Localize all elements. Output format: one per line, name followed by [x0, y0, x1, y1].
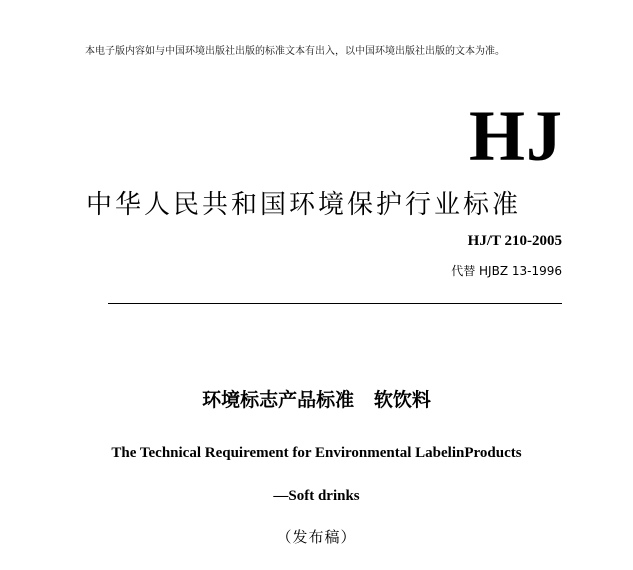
- release-status: （发布稿）: [276, 528, 357, 546]
- english-title: The Technical Requirement for Environmental LabelinProducts: [111, 445, 522, 461]
- chinese-title: 环境标志产品标准 软饮料: [202, 389, 431, 411]
- replaces-standard: 代替 HJBZ 13-1996: [451, 264, 562, 278]
- header-divider: [108, 303, 562, 304]
- english-subtitle: —Soft drinks: [273, 488, 360, 504]
- standard-type-title: 中华人民共和国环境保护行业标准: [86, 190, 522, 220]
- standard-code-logo: HJ: [468, 96, 563, 176]
- standard-number: HJ/T 210-2005: [467, 233, 562, 249]
- copyright-notice: 本电子版内容如与中国环境出版社出版的标准文本有出入，以中国环境出版社出版的文本为准。: [85, 46, 505, 57]
